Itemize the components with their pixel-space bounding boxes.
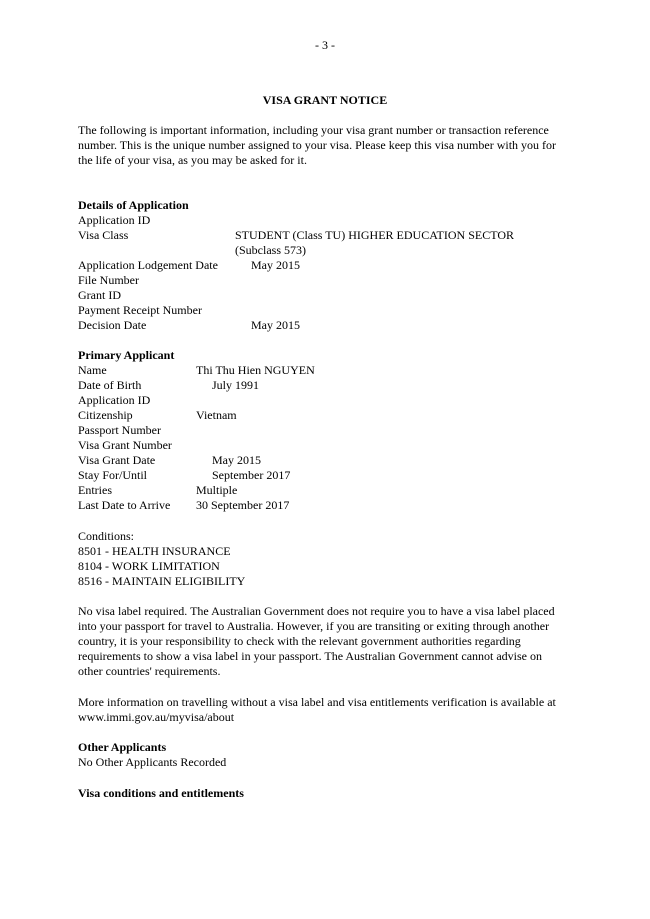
detail-label: Visa Class — [78, 228, 129, 242]
detail-row-visa-class — [78, 228, 578, 258]
applicant-value: Thi Thu Hien NGUYEN — [196, 363, 315, 377]
applicant-row-name — [78, 363, 578, 378]
applicant-label: Citizenship — [78, 408, 133, 422]
applicant-row-visa-grant-date — [78, 453, 578, 468]
detail-row-payment-receipt — [78, 303, 578, 318]
applicant-label: Visa Grant Date — [78, 453, 156, 467]
applicant-label: Entries — [78, 483, 112, 497]
applicant-value: September 2017 — [212, 468, 291, 482]
conditions-section — [78, 529, 578, 589]
other-applicants-section — [78, 740, 578, 770]
applicant-row-entries — [78, 483, 578, 498]
detail-row-application-id — [78, 213, 578, 228]
applicant-value: 30 September 2017 — [196, 498, 290, 512]
intro-paragraph: The following is important information, including your visa grant number or transaction reference number. This is the unique number assigned to your visa. Please keep this visa number with you for the life of your visa, as you may be asked for it. — [78, 123, 557, 167]
applicant-label: Application ID — [78, 393, 151, 407]
applicant-row-application-id — [78, 393, 578, 408]
page-number: - 3 - — [315, 38, 335, 52]
detail-label: File Number — [78, 273, 139, 287]
detail-row-grant-id — [78, 288, 578, 303]
conditions-heading: Conditions: — [78, 529, 135, 543]
detail-row-lodgement-date — [78, 258, 578, 273]
applicant-value: July 1991 — [212, 378, 260, 392]
applicant-row-passport-number — [78, 423, 578, 438]
applicant-row-stay-until — [78, 468, 578, 483]
detail-value: May 2015 — [251, 258, 300, 272]
applicant-value: Vietnam — [196, 408, 237, 422]
applicant-label: Last Date to Arrive — [78, 498, 171, 512]
detail-label: Grant ID — [78, 288, 121, 302]
visa-label-notice: No visa label required. The Australian Government does not require you to have a visa label placed into your passport for travel to Australia. However, if you are transiting or exiting through another country, it is your responsibility to check with the relevant government authorities regarding requirements to show a visa label in your passport. The Australian Government cannot advise on other countries' requirements. — [78, 604, 555, 678]
applicant-value: May 2015 — [212, 453, 261, 467]
applicant-row-date-of-birth — [78, 378, 578, 393]
applicant-label: Stay For/Until — [78, 468, 148, 482]
applicant-label: Passport Number — [78, 423, 161, 437]
detail-row-file-number — [78, 273, 578, 288]
applicant-label: Visa Grant Number — [78, 438, 172, 452]
applicant-row-visa-grant-number — [78, 438, 578, 453]
primary-applicant-heading: Primary Applicant — [78, 348, 175, 362]
detail-value: STUDENT (Class TU) HIGHER EDUCATION SECTOR (Subclass 573) — [235, 228, 514, 257]
applicant-value: Multiple — [196, 483, 238, 497]
details-heading: Details of Application — [78, 198, 189, 212]
other-applicants-text: No Other Applicants Recorded — [78, 755, 227, 769]
visa-conditions-section — [78, 786, 578, 801]
detail-label: Application ID — [78, 213, 151, 227]
condition-item: 8501 - HEALTH INSURANCE — [78, 544, 231, 558]
more-info-paragraph: More information on travelling without a visa label and visa entitlements verification is available at www.immi.gov.au/myvisa/about — [78, 695, 556, 724]
other-applicants-heading: Other Applicants — [78, 740, 167, 754]
condition-item: 8104 - WORK LIMITATION — [78, 559, 220, 573]
detail-value: May 2015 — [251, 318, 300, 332]
details-of-application-section — [78, 198, 578, 333]
detail-label: Application Lodgement Date — [78, 258, 218, 272]
detail-label: Decision Date — [78, 318, 147, 332]
primary-applicant-section — [78, 348, 578, 513]
applicant-row-last-date-to-arrive — [78, 498, 578, 513]
detail-label: Payment Receipt Number — [78, 303, 202, 317]
detail-row-decision-date — [78, 318, 578, 333]
applicant-label: Name — [78, 363, 107, 377]
visa-conditions-heading: Visa conditions and entitlements — [78, 786, 244, 800]
condition-item: 8516 - MAINTAIN ELIGIBILITY — [78, 574, 246, 588]
page-title: VISA GRANT NOTICE — [262, 93, 388, 107]
applicant-label: Date of Birth — [78, 378, 142, 392]
applicant-row-citizenship — [78, 408, 578, 423]
